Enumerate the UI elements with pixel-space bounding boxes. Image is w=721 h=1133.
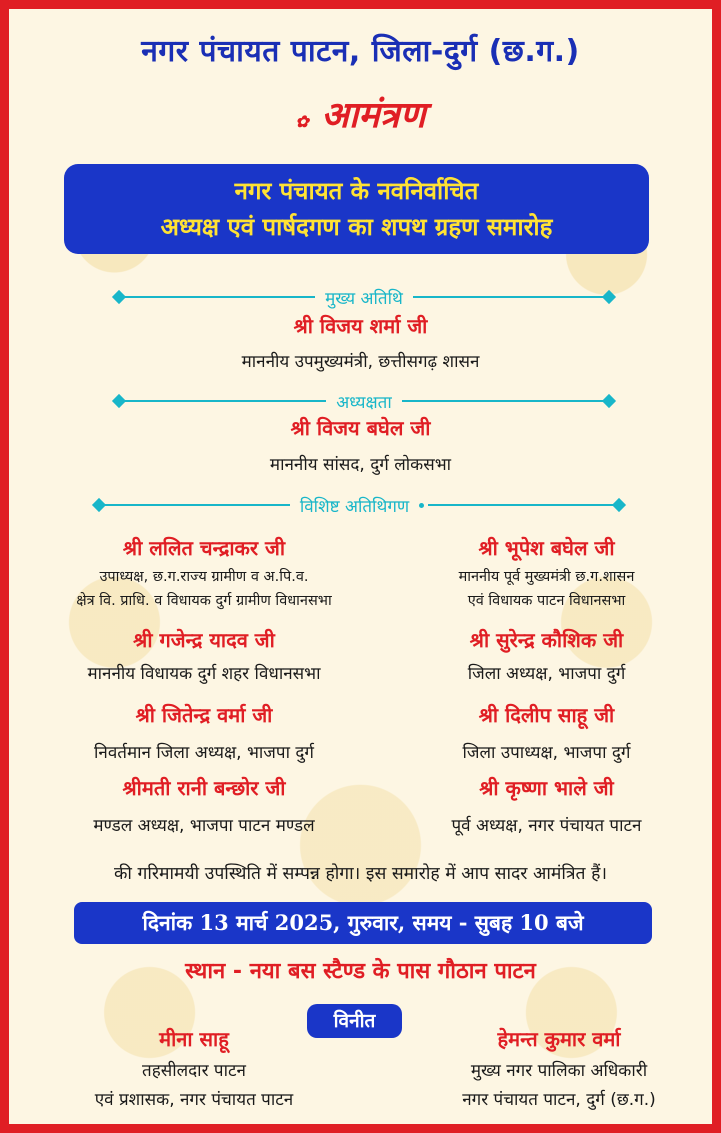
special-guests-divider — [99, 493, 619, 517]
special-guests-label: विशिष्ट अतिथिगण — [299, 496, 410, 517]
signatory-name: हेमन्त कुमार वर्मा — [497, 1027, 621, 1051]
signatory-title-line: एवं प्रशासक, नगर पंचायत पाटन — [94, 1090, 294, 1110]
divider-line-left — [119, 400, 326, 402]
presiding-label: अध्यक्षता — [336, 392, 392, 413]
guest-title-line: माननीय पूर्व मुख्यमंत्री छ.ग.शासन — [458, 569, 635, 585]
guest-right-3 — [389, 701, 704, 763]
guest-left-4 — [19, 774, 389, 836]
signatory-left — [29, 1025, 359, 1110]
chief-guest-divider — [119, 285, 609, 309]
vineet-badge: विनीत — [307, 1004, 402, 1038]
guest-name: श्री भूपेश बघेल जी — [478, 536, 615, 560]
chief-guest-name: श्री विजय शर्मा जी — [293, 314, 428, 338]
divider-line-left — [99, 504, 290, 506]
invitation-word — [9, 89, 712, 138]
ceremony-banner — [64, 164, 649, 254]
presiding-title: माननीय सांसद, दुर्ग लोकसभा — [269, 455, 452, 475]
signatory-title-line: मुख्य नगर पालिका अधिकारी — [470, 1061, 648, 1081]
guest-right-1 — [389, 534, 704, 613]
invitation-word-text: आमंत्रण — [321, 94, 426, 136]
guest-name: श्रीमती रानी बन्छोर जी — [122, 776, 286, 800]
guest-right-4 — [389, 774, 704, 836]
signatory-title-line: नगर पंचायत पाटन, दुर्ग (छ.ग.) — [462, 1090, 656, 1110]
chief-guest-label: मुख्य अतिथि — [325, 288, 403, 309]
guest-title-line: क्षेत्र वि. प्राधि. व विधायक दुर्ग ग्रामीण विधानसभा — [76, 593, 332, 609]
guest-name: श्री दिलीप साहू जी — [478, 703, 615, 727]
signatory-name: मीना साहू — [159, 1027, 229, 1051]
guest-title-line: एवं विधायक पाटन विधानसभा — [467, 593, 626, 609]
guest-title-line: माननीय विधायक दुर्ग शहर विधानसभा — [87, 664, 321, 684]
presiding-divider — [119, 389, 609, 413]
signatory-right — [409, 1025, 709, 1110]
guest-title-line: जिला अध्यक्ष, भाजपा दुर्ग — [467, 664, 626, 684]
page-title: नगर पंचायत पाटन, जिला-दुर्ग (छ.ग.) — [141, 34, 580, 69]
guest-title-line: निवर्तमान जिला अध्यक्ष, भाजपा दुर्ग — [93, 743, 314, 763]
guest-left-2 — [19, 626, 389, 684]
signatory-title-line: तहसीलदार पाटन — [142, 1061, 246, 1081]
guest-title-line: मण्डल अध्यक्ष, भाजपा पाटन मण्डल — [93, 816, 315, 836]
banner-line-2: अध्यक्ष एवं पार्षदगण का शपथ ग्रहण समारोह — [160, 213, 553, 241]
presiding-name: श्री विजय बघेल जी — [290, 416, 431, 440]
divider-line-left — [119, 296, 315, 298]
divider-line-right — [402, 400, 609, 402]
divider-line-right — [413, 296, 609, 298]
guest-name: श्री सुरेन्द्र कौशिक जी — [469, 628, 624, 652]
venue-text: स्थान - नया बस स्टैण्ड के पास गौठान पाटन — [185, 959, 536, 984]
guest-title-line: जिला उपाध्यक्ष, भाजपा दुर्ग — [462, 743, 631, 763]
guest-title-line: उपाध्यक्ष, छ.ग.राज्य ग्रामीण व अ.पि.व. — [99, 569, 309, 585]
banner-line-1: नगर पंचायत के नवनिर्वाचित — [234, 177, 479, 205]
guest-name: श्री कृष्णा भाले जी — [479, 776, 614, 800]
guest-left-1 — [19, 534, 389, 613]
flower-icon: ✿ — [295, 112, 309, 131]
chief-guest-title: माननीय उपमुख्यमंत्री, छत्तीसगढ़ शासन — [241, 352, 480, 372]
presence-text: की गरिमामयी उपस्थिति में सम्पन्न होगा। इस समारोह में आप सादर आमंत्रित हैं। — [113, 864, 608, 884]
divider-dot — [419, 503, 424, 508]
guest-title-line: पूर्व अध्यक्ष, नगर पंचायत पाटन — [451, 816, 642, 836]
divider-line-right — [428, 504, 619, 506]
guest-left-3 — [19, 701, 389, 763]
guest-name: श्री गजेन्द्र यादव जी — [133, 628, 275, 652]
guest-name: श्री ललित चन्द्राकर जी — [122, 536, 286, 560]
date-time-banner: दिनांक 13 मार्च 2025, गुरुवार, समय - सुबह 10 बजे — [74, 902, 652, 944]
guest-name: श्री जितेन्द्र वर्मा जी — [135, 703, 273, 727]
guest-right-2 — [389, 626, 704, 684]
